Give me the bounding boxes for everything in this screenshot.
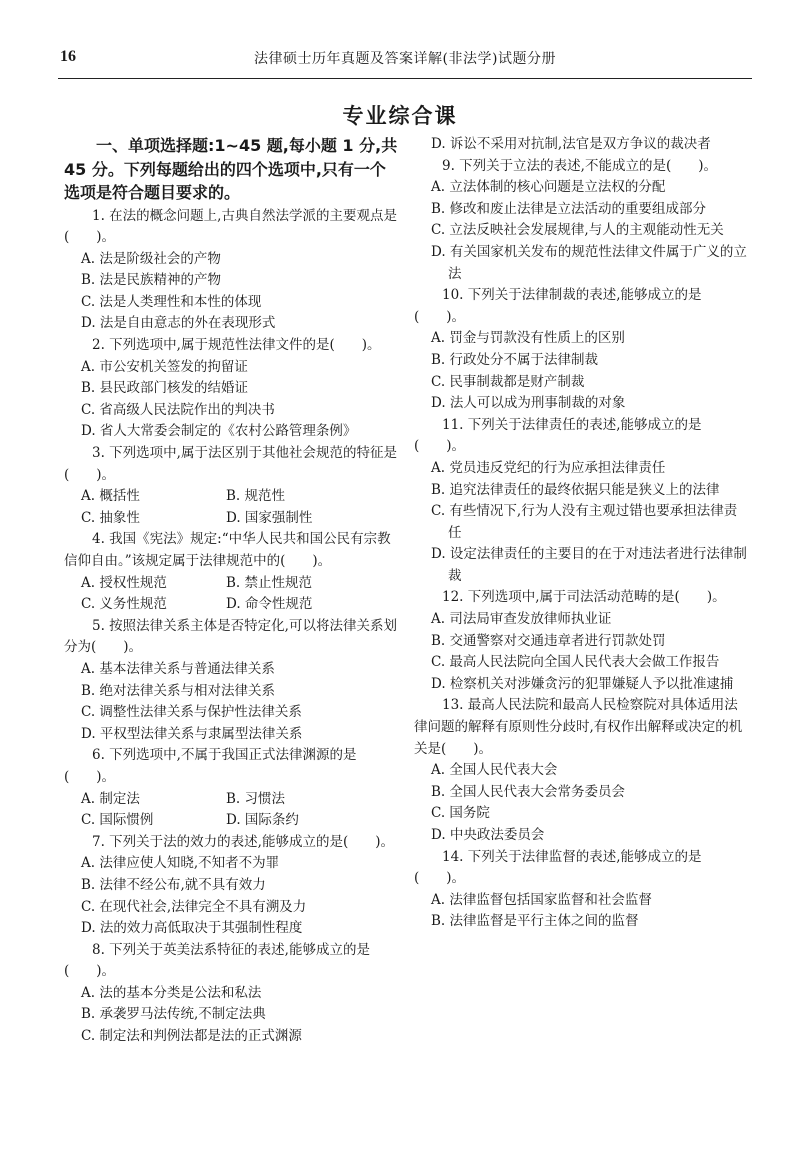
option-b: B. 行政处分不属于法律制裁 (431, 351, 599, 368)
question-9-stem: 9. 下列关于立法的表述,不能成立的是( )。 (442, 157, 717, 174)
option-b: B. 绝对法律关系与相对法律关系 (81, 682, 276, 699)
option-b: B. 习惯法 (226, 790, 286, 807)
option-a: A. 授权性规范 (81, 574, 167, 591)
option-b: B. 法律不经公布,就不具有效力 (81, 876, 266, 893)
option-b: B. 交通警察对交通违章者进行罚款处罚 (431, 632, 666, 649)
question-5-stem: 5. 按照法律关系主体是否特定化,可以将法律关系划分为( )。 (64, 617, 397, 656)
option-d: D. 法的效力高低取决于其强制性程度 (81, 920, 303, 937)
option-c: C. 民事制裁都是财产制裁 (431, 373, 585, 390)
option-d: D. 检察机关对涉嫌贪污的犯罪嫌疑人予以批准逮捕 (431, 675, 734, 692)
option-b: B. 县民政部门核发的结婚证 (81, 380, 249, 397)
question-8-stem: 8. 下列关于英美法系特征的表述,能够成立的是( )。 (64, 941, 370, 980)
question-7-stem: 7. 下列关于法的效力的表述,能够成立的是( )。 (92, 833, 394, 850)
left-column (64, 134, 400, 1048)
option-d: D. 法人可以成为刑事制裁的对象 (431, 395, 626, 412)
option-b: B. 法律监督是平行主体之间的监督 (431, 913, 639, 930)
option-row (64, 573, 400, 595)
option-a: A. 司法局审查发放律师执业证 (431, 611, 612, 628)
option-a: A. 党员违反党纪的行为应承担法律责任 (431, 459, 666, 476)
option-b: B. 法是民族精神的产物 (81, 272, 222, 289)
option-d: D. 有关国家机关发布的规范性法律文件属于广义的立法 (431, 243, 747, 282)
option-b: B. 承袭罗马法传统,不制定法典 (81, 1006, 266, 1023)
option-c: C. 在现代社会,法律完全不具有溯及力 (81, 898, 307, 915)
instructions: 一、单项选择题:1~45 题,每小题 1 分,共 45 分。下列每题给出的四个选项中,只有一个选项是符合题目要求的。 (64, 136, 398, 202)
option-b: B. 修改和废止法律是立法活动的重要组成部分 (431, 200, 707, 217)
option-a: A. 全国人民代表大会 (431, 762, 558, 779)
option-a: A. 市公安机关签发的拘留证 (81, 358, 248, 375)
question-1-stem: 1. 在法的概念问题上,古典自然法学派的主要观点是( )。 (64, 207, 397, 246)
option-a: A. 立法体制的核心问题是立法权的分配 (431, 179, 666, 196)
option-row (64, 508, 400, 530)
option-a: A. 法律应使人知晓,不知者不为罪 (81, 855, 280, 872)
section-title: 专业综合课 (342, 104, 458, 128)
right-column (414, 134, 750, 933)
option-d: D. 国际条约 (226, 812, 299, 829)
option-b: B. 全国人民代表大会常务委员会 (431, 783, 626, 800)
option-row (64, 810, 400, 832)
option-d: D. 省人大常委会制定的《农村公路管理条例》 (81, 423, 357, 440)
option-row (64, 789, 400, 811)
option-d: D. 国家强制性 (226, 509, 313, 526)
option-b: B. 追究法律责任的最终依据只能是狭义上的法律 (431, 481, 720, 498)
option-c: C. 最高人民法院向全国人民代表大会做工作报告 (431, 654, 720, 671)
question-3-stem: 3. 下列选项中,属于法区别于其他社会规范的特征是( )。 (64, 445, 397, 483)
option-c: C. 调整性法律关系与保护性法律关系 (81, 704, 302, 721)
option-c: C. 法是人类理性和本性的体现 (81, 293, 262, 310)
option-a: A. 罚金与罚款没有性质上的区别 (431, 330, 625, 347)
option-a: A. 概括性 (81, 488, 140, 505)
option-a: A. 基本法律关系与普通法律关系 (81, 660, 275, 677)
question-2-stem: 2. 下列选项中,属于规范性法律文件的是( )。 (92, 337, 381, 354)
option-c: C. 国务院 (431, 805, 490, 822)
option-d: D. 平权型法律关系与隶属型法律关系 (81, 725, 303, 742)
option-d: D. 法是自由意志的外在表现形式 (81, 315, 276, 332)
option-b: B. 禁止性规范 (226, 574, 313, 591)
header-divider (58, 78, 752, 79)
option-c: C. 制定法和判例法都是法的正式渊源 (81, 1028, 302, 1045)
question-14-stem: 14. 下列关于法律监督的表述,能够成立的是( )。 (414, 848, 702, 887)
question-13-stem: 13. 最高人民法院和最高人民检察院对具体适用法律问题的解释有原则性分歧时,有权作出解释或决定的机关是( )。 (414, 697, 743, 757)
running-header (60, 46, 750, 72)
option-a: A. 制定法 (81, 790, 140, 807)
option-a: A. 法是阶级社会的产物 (81, 250, 221, 267)
option-row (64, 594, 400, 616)
question-4-stem: 4. 我国《宪法》规定:“中华人民共和国公民有宗教信仰自由。”该规定属于法律规范中的( )。 (64, 531, 391, 569)
option-d: D. 命令性规范 (226, 596, 313, 613)
option-d: D. 中央政法委员会 (431, 827, 545, 843)
option-c: C. 义务性规范 (81, 596, 167, 613)
option-d: D. 设定法律责任的主要目的在于对违法者进行法律制裁 (431, 546, 747, 584)
question-11-stem: 11. 下列关于法律责任的表述,能够成立的是( )。 (414, 416, 702, 455)
question-10-stem: 10. 下列关于法律制裁的表述,能够成立的是( )。 (414, 287, 702, 325)
running-header-title: 法律硕士历年真题及答案详解(非法学)试题分册 (254, 51, 556, 67)
option-c: C. 立法反映社会发展规律,与人的主观能动性无关 (431, 222, 724, 239)
question-12-stem: 12. 下列选项中,属于司法活动范畴的是( )。 (442, 589, 726, 606)
option-c: C. 有些情况下,行为人没有主观过错也要承担法律责任 (431, 503, 738, 541)
option-c: C. 国际惯例 (81, 812, 154, 829)
option-b: B. 规范性 (226, 488, 286, 505)
option-a: A. 法的基本分类是公法和私法 (81, 984, 262, 1001)
option-d: D. 诉讼不采用对抗制,法官是双方争议的裁决者 (431, 136, 711, 152)
option-c: C. 省高级人民法院作出的判决书 (81, 401, 275, 418)
page-number: 16 (60, 48, 76, 65)
option-row (64, 486, 400, 508)
option-a: A. 法律监督包括国家监督和社会监督 (431, 891, 652, 908)
question-6-stem: 6. 下列选项中,不属于我国正式法律渊源的是( )。 (64, 747, 357, 785)
option-c: C. 抽象性 (81, 509, 140, 526)
